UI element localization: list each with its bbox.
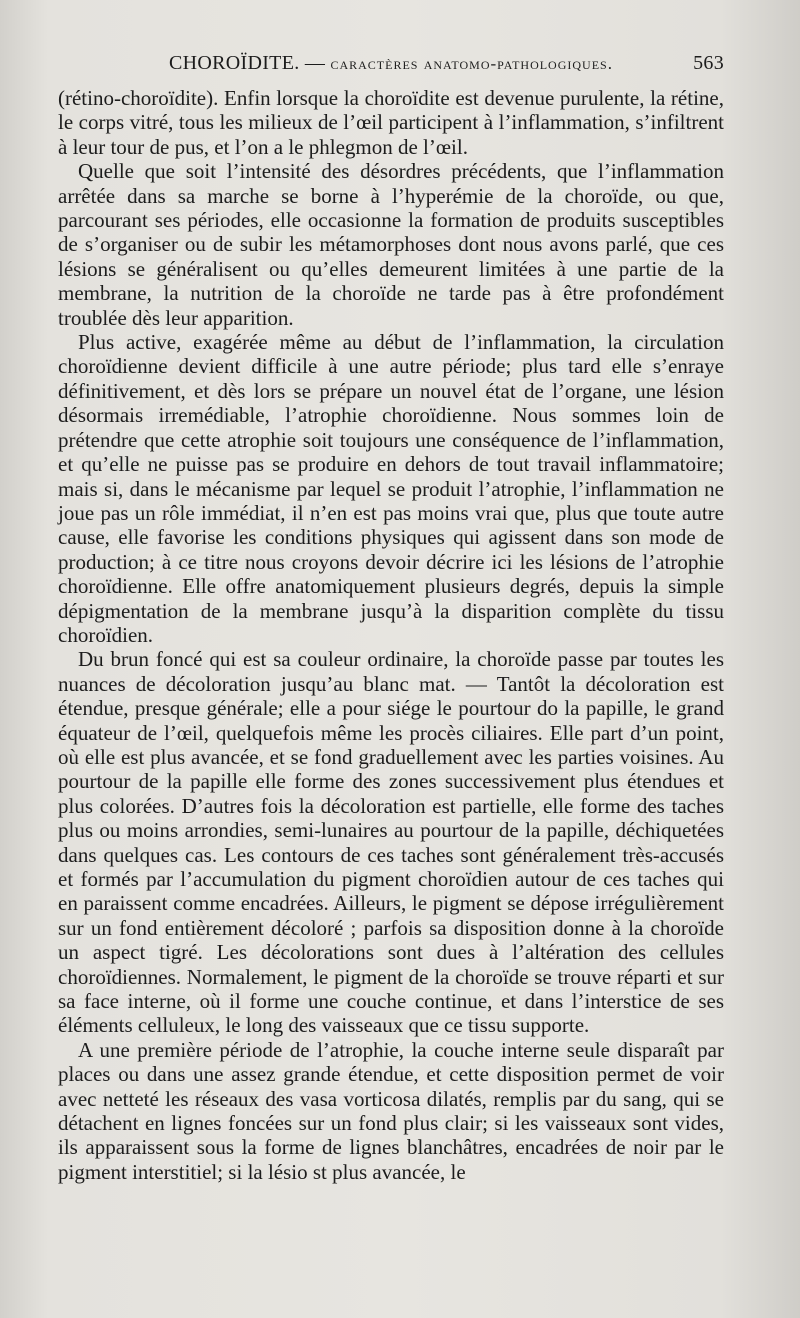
paragraph-2: Quelle que soit l’intensité des désordres précédents, que l’inflammation arrêtée dans sa marche se borne à l’hyperémie de la choroïde, ou que, parcourant ses périodes, elle occasionne la formation de produits susceptibles de s’organiser ou de subir les métamorphoses dont nous avons parlé, que ces lésions se généralisent ou qu’elles demeurent limitées à une partie de la membrane, la nutrition de la choroïde ne tarde pas à être profondément troublée dès leur apparition.: [58, 159, 724, 330]
page-body: [58, 86, 724, 1184]
running-header: [58, 50, 724, 80]
paragraph-4: Du brun foncé qui est sa couleur ordinaire, la choroïde passe par toutes les nuances de décoloration jusqu’au blanc mat. — Tantôt la décoloration est étendue, presque générale; elle a pour siége le pourtour do la papille, le grand équateur de l’œil, quelquefois même les procès ciliaires. Elle part d’un point, où elle est plus avancée, et se fond graduellement avec les parties voisines. Au pourtour de la papille elle forme des zones successivement plus étendues et plus colorées. D’autres fois la décoloration est partielle, elle forme des taches plus ou moins arrondies, semi-lunaires au pourtour de la papille, déchiquetées dans quelques cas. Les contours de ces taches sont généralement très-accusés et formés par l’accumulation du pigment choroïdien autour de ces taches qui en paraissent comme encadrées. Ailleurs, le pigment se dépose irrégulièrement sur un fond entièrement décoloré ; parfois sa disposition donne à la choroïde un aspect tigré. Les décolorations sont dues à l’altération des cellules choroïdiennes. Normalement, le pigment de la choroïde se trouve réparti et sur sa face interne, où il forme une couche continue, et dans l’interstice de ses éléments celluleux, le long des vaisseaux que ce tissu supporte.: [58, 647, 724, 1038]
paragraph-3: Plus active, exagérée même au début de l’inflammation, la circulation choroïdienne devient difficile à une autre période; plus tard elle s’enraye définitivement, et dès lors se prépare un nouvel état de l’organe, une lésion désormais irremédiable, l’atrophie choroïdienne. Nous sommes loin de prétendre que cette atrophie soit toujours une conséquence de l’inflammation, et qu’elle ne puisse pas se produire en dehors de tout travail inflammatoire; mais si, dans le mécanisme par lequel se produit l’atrophie, l’inflammation ne joue pas un rôle immédiat, il n’en est pas moins vrai que, plus que toute autre cause, elle favorise les conditions physiques qui agissent dans son mode de production; à ce titre nous croyons devoir décrire ici les lésions de l’atrophie choroïdienne. Elle offre anatomiquement plusieurs degrés, depuis la simple dépigmentation de la membrane jusqu’à la disparition complète du tissu choroïdien.: [58, 330, 724, 647]
title-dash: —: [304, 52, 326, 74]
paragraph-1: (rétino-choroïdite). Enfin lorsque la choroïdite est devenue purulente, la rétine, le corps vitré, tous les milieux de l’œil participent à l’inflammation, s’infiltrent à leur tour de pus, et l’on a le phlegmon de l’œil.: [58, 86, 724, 159]
page-number: 563: [693, 52, 724, 74]
section-subtitle: caractères anatomo-pathologiques.: [330, 54, 613, 73]
paragraph-5: A une première période de l’atrophie, la couche interne seule disparaît par places ou dans une assez grande étendue, et cette disposition permet de voir avec netteté les réseaux des vasa vorticosa dilatés, remplis par du sang, qui se détachent en lignes foncées sur un fond plus clair; si les vaisseaux sont vides, ils apparaissent sous la forme de lignes blanchâtres, encadrées de noir par le pigment interstitiel; si la lésio st plus avancée, le: [58, 1037, 724, 1184]
chapter-title: CHOROÏDITE.: [169, 52, 300, 74]
running-title: [58, 52, 724, 75]
